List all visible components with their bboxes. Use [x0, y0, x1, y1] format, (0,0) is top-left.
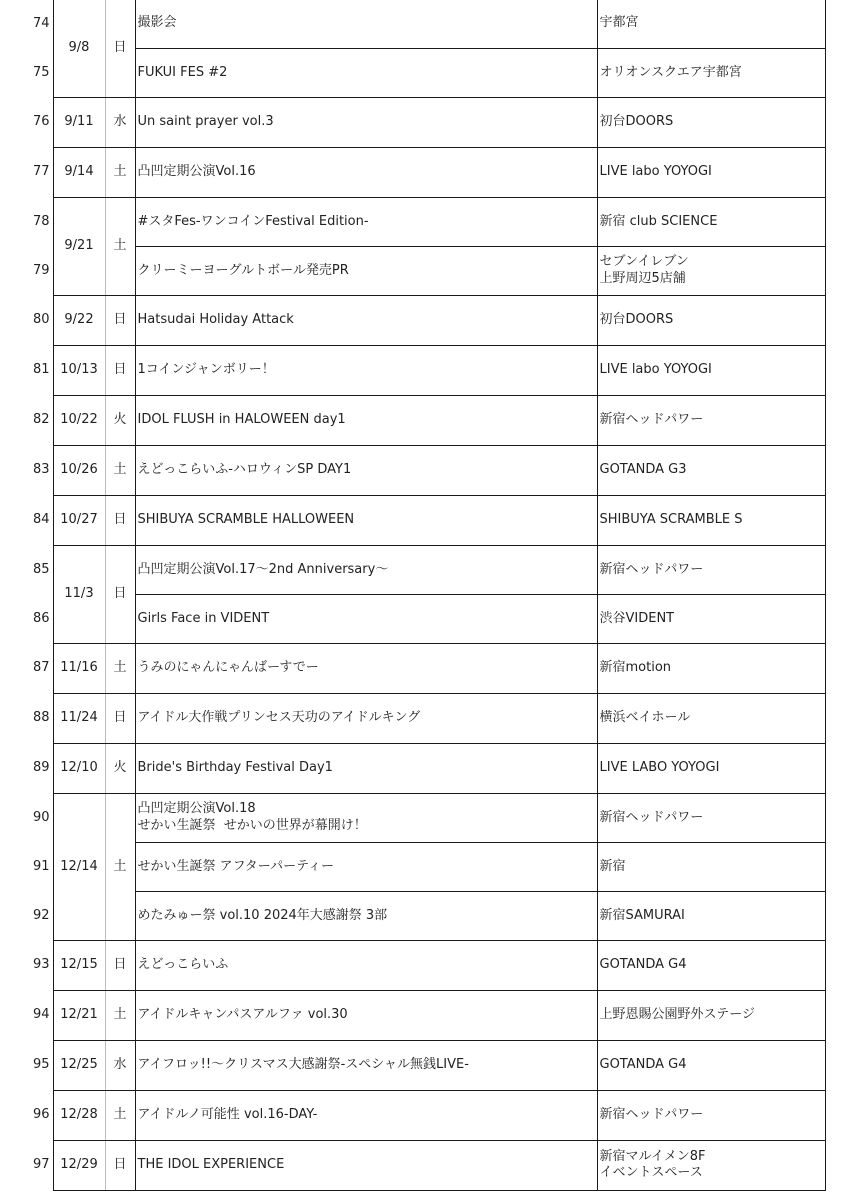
date-cell: 9/14 [53, 147, 105, 197]
weekday-cell: 土 [105, 793, 135, 940]
table-row [0, 940, 825, 990]
event-title-cell: Un saint prayer vol.3 [135, 97, 597, 147]
row-number: 97 [0, 1140, 53, 1190]
row-number: 79 [0, 246, 53, 295]
table-row [0, 445, 825, 495]
event-title-cell: FUKUI FES #2 [135, 48, 597, 97]
venue-cell: オリオンスクエア宇都宮 [597, 48, 825, 97]
venue-cell: GOTANDA G4 [597, 1040, 825, 1090]
event-title-cell: SHIBUYA SCRAMBLE HALLOWEEN [135, 495, 597, 545]
venue-cell: 新宿 club SCIENCE [597, 197, 825, 246]
table-row [0, 1090, 825, 1140]
date-cell: 12/15 [53, 940, 105, 990]
row-number: 93 [0, 940, 53, 990]
event-title-cell: Girls Face in VIDENT [135, 594, 597, 643]
row-number: 92 [0, 891, 53, 940]
row-number: 90 [0, 793, 53, 842]
venue-cell: 新宿ヘッドパワー [597, 793, 825, 842]
date-cell: 9/22 [53, 295, 105, 345]
venue-cell: 新宿motion [597, 643, 825, 693]
weekday-cell: 水 [105, 97, 135, 147]
date-cell: 10/26 [53, 445, 105, 495]
event-title-cell: めたみゅー祭 vol.10 2024年大感謝祭 3部 [135, 891, 597, 940]
date-cell: 12/25 [53, 1040, 105, 1090]
weekday-cell: 土 [105, 990, 135, 1040]
event-title-cell: アイドルキャンパスアルファ vol.30 [135, 990, 597, 1040]
row-number: 75 [0, 48, 53, 97]
weekday-cell: 日 [105, 0, 135, 97]
date-cell: 9/11 [53, 97, 105, 147]
row-number: 74 [0, 0, 53, 48]
date-cell: 12/28 [53, 1090, 105, 1140]
date-cell: 12/29 [53, 1140, 105, 1190]
table-row [0, 643, 825, 693]
venue-cell: 上野恩賜公園野外ステージ [597, 990, 825, 1040]
venue-cell: 新宿 [597, 842, 825, 891]
weekday-cell: 日 [105, 545, 135, 643]
row-number: 81 [0, 345, 53, 395]
weekday-cell: 火 [105, 743, 135, 793]
table-row [0, 345, 825, 395]
date-cell: 11/3 [53, 545, 105, 643]
event-title-cell: Bride's Birthday Festival Day1 [135, 743, 597, 793]
event-title-cell: Hatsudai Holiday Attack [135, 295, 597, 345]
date-cell: 11/16 [53, 643, 105, 693]
venue-cell: SHIBUYA SCRAMBLE S [597, 495, 825, 545]
date-cell: 10/13 [53, 345, 105, 395]
event-title-cell: アイフロッ!!～クリスマス大感謝祭-スペシャル無銭LIVE- [135, 1040, 597, 1090]
row-number: 83 [0, 445, 53, 495]
date-cell: 11/24 [53, 693, 105, 743]
date-cell: 12/21 [53, 990, 105, 1040]
weekday-cell: 日 [105, 1140, 135, 1190]
row-number: 80 [0, 295, 53, 345]
venue-cell: 新宿ヘッドパワー [597, 1090, 825, 1140]
row-number: 82 [0, 395, 53, 445]
row-number: 77 [0, 147, 53, 197]
event-title-cell: 凸凹定期公演Vol.17～2nd Anniversary～ [135, 545, 597, 594]
event-title-cell: THE IDOL EXPERIENCE [135, 1140, 597, 1190]
table-row [0, 495, 825, 545]
venue-cell: 新宿ヘッドパワー [597, 395, 825, 445]
table-row [0, 147, 825, 197]
weekday-cell: 日 [105, 495, 135, 545]
event-title-cell: IDOL FLUSH in HALOWEEN day1 [135, 395, 597, 445]
row-number: 96 [0, 1090, 53, 1140]
row-number: 88 [0, 693, 53, 743]
row-number: 95 [0, 1040, 53, 1090]
weekday-cell: 日 [105, 940, 135, 990]
table-row [0, 990, 825, 1040]
table-row [0, 0, 825, 48]
venue-cell: 新宿マルイメン8F イベントスペース [597, 1140, 825, 1190]
event-title-cell: クリーミーヨーグルトボール発売PR [135, 246, 597, 295]
weekday-cell: 土 [105, 197, 135, 295]
row-number: 78 [0, 197, 53, 246]
venue-cell: 新宿ヘッドパワー [597, 545, 825, 594]
venue-cell: 横浜ベイホール [597, 693, 825, 743]
event-title-cell: アイドルノ可能性 vol.16-DAY- [135, 1090, 597, 1140]
weekday-cell: 土 [105, 147, 135, 197]
table-row [0, 295, 825, 345]
table-row [0, 743, 825, 793]
event-title-cell: 凸凹定期公演Vol.16 [135, 147, 597, 197]
table-row [0, 1040, 825, 1090]
venue-cell: LIVE LABO YOYOGI [597, 743, 825, 793]
date-cell: 12/14 [53, 793, 105, 940]
event-title-cell: 凸凹定期公演Vol.18 せかい生誕祭 せかいの世界が幕開け！ [135, 793, 597, 842]
venue-cell: 新宿SAMURAI [597, 891, 825, 940]
venue-cell: 宇都宮 [597, 0, 825, 48]
weekday-cell: 日 [105, 693, 135, 743]
row-number: 85 [0, 545, 53, 594]
date-cell: 12/10 [53, 743, 105, 793]
table-row [0, 1140, 825, 1190]
row-number: 86 [0, 594, 53, 643]
event-title-cell: えどっこらいふ [135, 940, 597, 990]
row-number: 91 [0, 842, 53, 891]
row-number: 87 [0, 643, 53, 693]
event-title-cell: うみのにゃんにゃんばーすでー [135, 643, 597, 693]
weekday-cell: 火 [105, 395, 135, 445]
weekday-cell: 日 [105, 345, 135, 395]
table-row [0, 693, 825, 743]
venue-cell: LIVE labo YOYOGI [597, 147, 825, 197]
table-row [0, 97, 825, 147]
table-row [0, 197, 825, 246]
table-row [0, 793, 825, 842]
date-cell: 10/27 [53, 495, 105, 545]
venue-cell: LIVE labo YOYOGI [597, 345, 825, 395]
event-title-cell: 1コインジャンボリー！ [135, 345, 597, 395]
event-title-cell: アイドル大作戦プリンセス天功のアイドルキング [135, 693, 597, 743]
event-title-cell: #スタFes-ワンコインFestival Edition- [135, 197, 597, 246]
weekday-cell: 水 [105, 1040, 135, 1090]
event-title-cell: せかい生誕祭 アフターパーティー [135, 842, 597, 891]
weekday-cell: 土 [105, 445, 135, 495]
row-number: 76 [0, 97, 53, 147]
date-cell: 9/21 [53, 197, 105, 295]
date-cell: 10/22 [53, 395, 105, 445]
row-number: 89 [0, 743, 53, 793]
row-number: 84 [0, 495, 53, 545]
venue-cell: セブンイレブン 上野周辺5店舗 [597, 246, 825, 295]
venue-cell: GOTANDA G4 [597, 940, 825, 990]
weekday-cell: 土 [105, 1090, 135, 1140]
venue-cell: 初台DOORS [597, 97, 825, 147]
event-title-cell: 撮影会 [135, 0, 597, 48]
venue-cell: 渋谷VIDENT [597, 594, 825, 643]
event-title-cell: えどっこらいふ-ハロウィンSP DAY1 [135, 445, 597, 495]
date-cell: 9/8 [53, 0, 105, 97]
venue-cell: GOTANDA G3 [597, 445, 825, 495]
weekday-cell: 日 [105, 295, 135, 345]
row-number: 94 [0, 990, 53, 1040]
weekday-cell: 土 [105, 643, 135, 693]
table-row [0, 395, 825, 445]
table-row [0, 545, 825, 594]
venue-cell: 初台DOORS [597, 295, 825, 345]
